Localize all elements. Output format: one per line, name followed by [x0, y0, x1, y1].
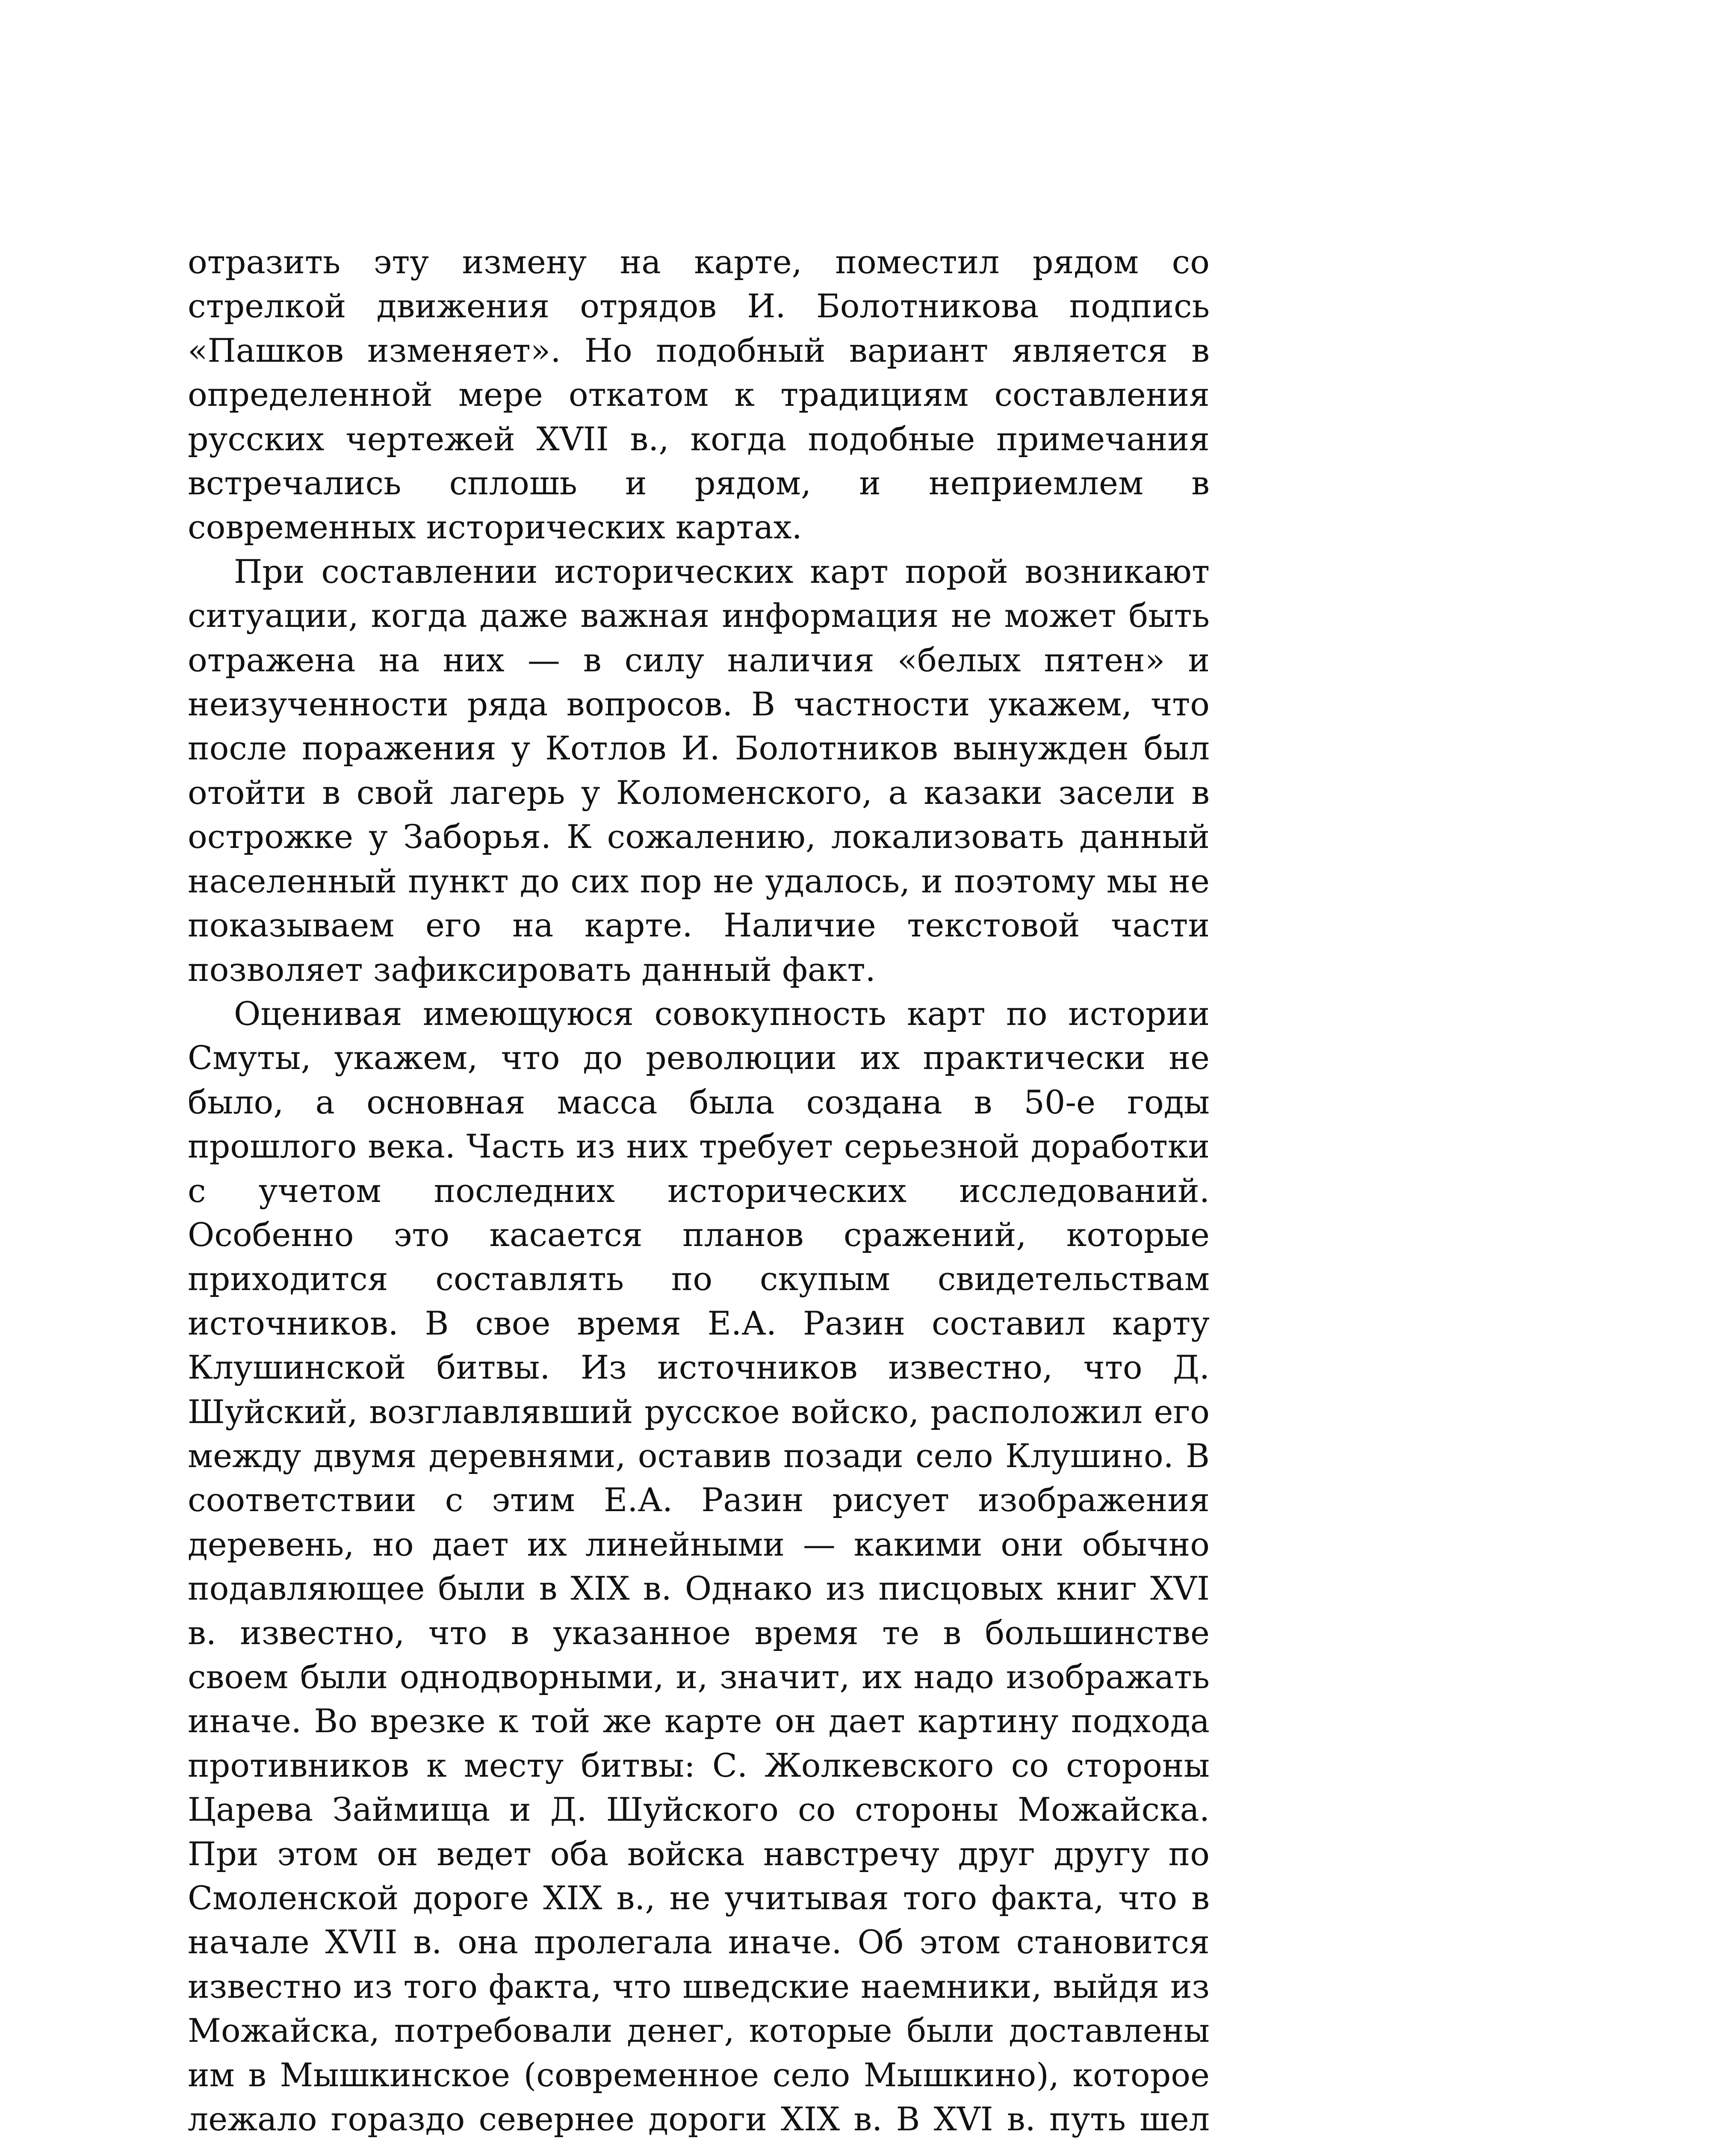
body-text [188, 240, 1210, 2138]
paragraph-1: отразить эту измену на карте, поместил рядом со стрелкой движения отрядов И. Болотникова подпись «Пашков изменяет». Но подобный вариант является в определенной мере откатом к традициям составления русских чертежей XVII в., когда подобные примечания встречались сплошь и рядом, и неприемлем в современных исторических картах. [188, 243, 1210, 546]
paragraph-3: Оценивая имеющуюся совокупность карт по истории Смуты, укажем, что до революции их практически не было, а основная масса была создана в 50-е годы прошлого века. Часть из них требует серьезной доработки с учетом последних исторических исследований. Особенно это касается планов сражений, которые приходится составлять по скупым свидетельствам источников. В свое время Е.А. Разин составил карту Клушинской битвы. Из источников известно, что Д. Шуйский, возглавлявший русское войско, расположил его между двумя деревнями, оставив позади село Клушино. В соответствии с этим Е.А. Разин рисует изображения деревень, но дает их линейными — какими они обычно подавляющее были в XIX в. Однако из писцовых книг XVI в. известно, что в указанное время те в большинстве своем были однодворными, и, значит, их надо изображать иначе. Во врезке к той же карте он дает картину подхода противников к месту битвы: С. Жолкевского со стороны Царева Займища и Д. Шуйского со стороны Можайска. При этом он ведет оба войска навстречу друг другу по Смоленской дороге XIX в., не учитывая того факта, что в начале XVII в. она пролегала иначе. Об этом становится известно из того факта, что шведские наемники, выйдя из Можайска, потребовали денег, которые были доставлены им в Мышкинское (современное село Мышкино), которое лежало гораздо севернее дороги XIX в. В XVI в. путь шел [188, 994, 1210, 2138]
paragraph-2: При составлении исторических карт порой возникают ситуации, когда даже важная информация не может быть отражена на них — в силу наличия «белых пятен» и неизученности ряда вопросов. В частности укажем, что после поражения у Котлов И. Болотников вынужден был отойти в свой лагерь у Коломенского, а казаки засели в острожке у Заборья. К сожалению, локализовать данный населенный пункт до сих пор не удалось, и поэтому мы не показываем его на карте. Наличие текстовой части позволяет зафиксировать данный факт. [188, 552, 1210, 989]
